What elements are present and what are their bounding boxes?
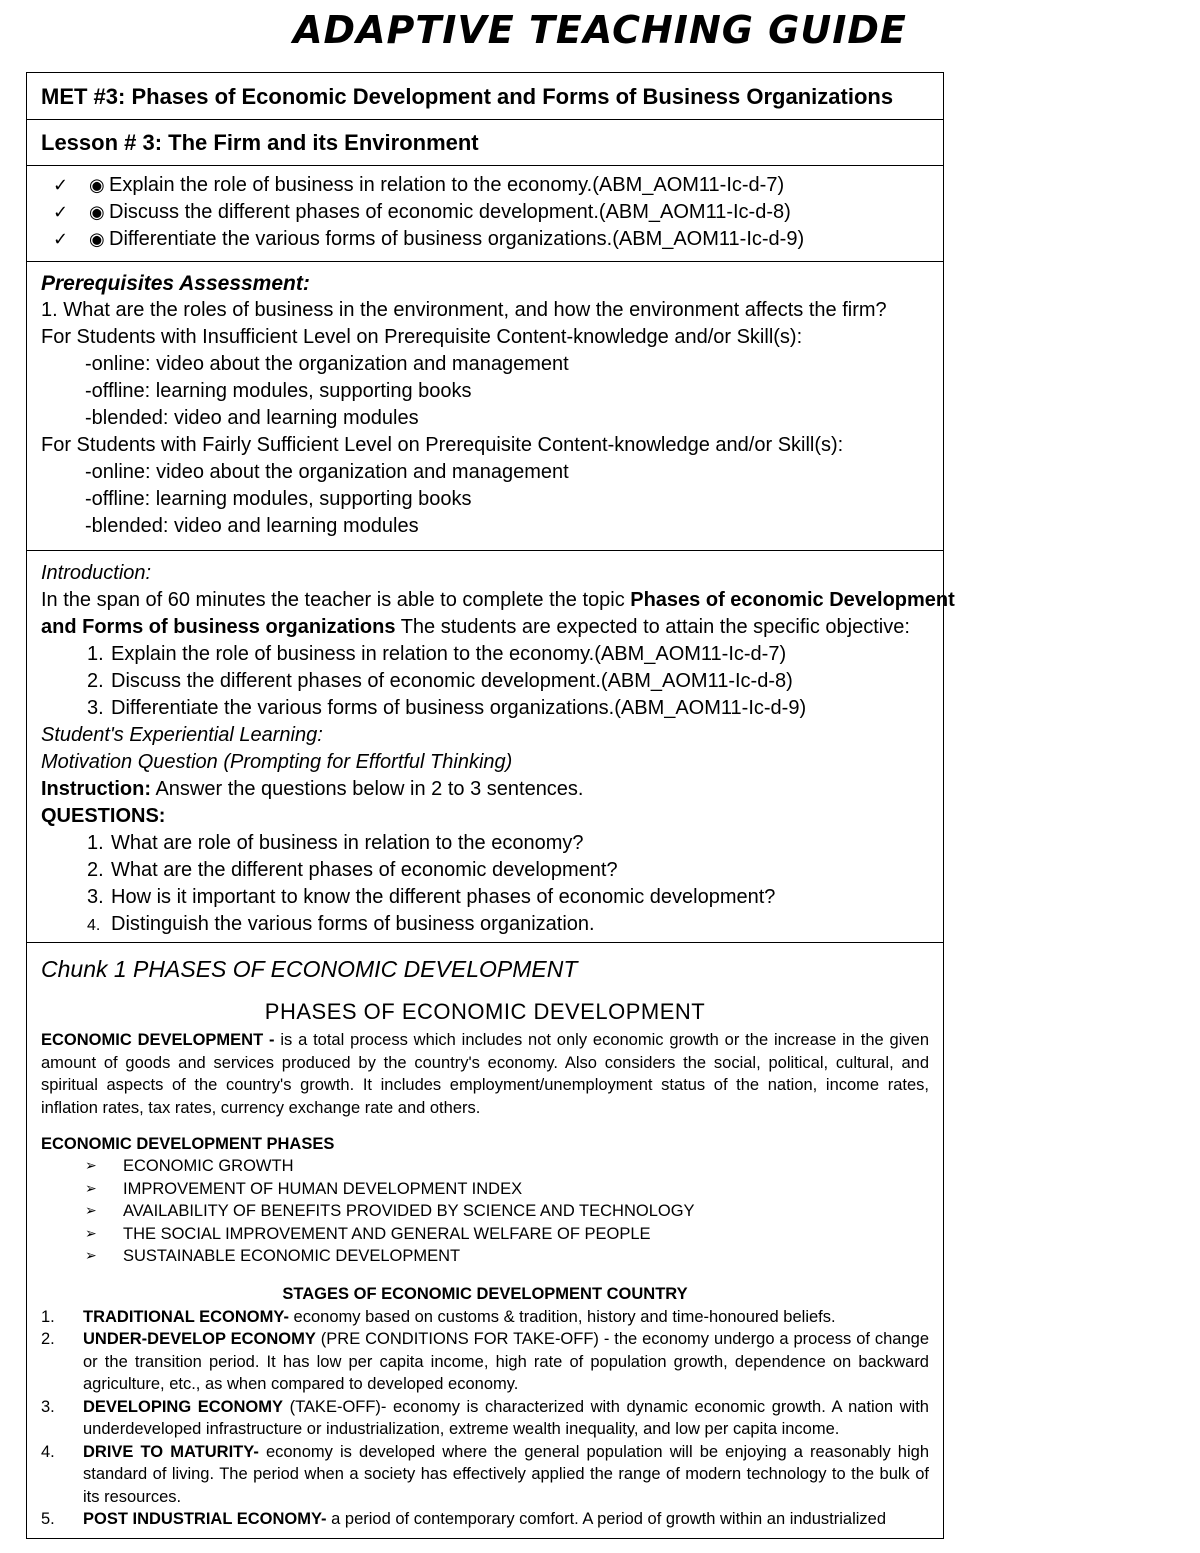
objective-text: Discuss the different phases of economic development.(ABM_AOM11-Ic-d-8) [109, 201, 791, 223]
blended-option: -blended: video and learning modules [85, 515, 419, 537]
motivation-heading: Motivation Question (Prompting for Effortful Thinking) [41, 751, 513, 773]
fairly-sufficient-label: For Students with Fairly Sufficient Level on Prerequisite Content-knowledge and/or Skill(s): [41, 434, 844, 456]
definition-text: is a total process which includes not only economic growth or the increase in the given amount of goods and services produced by the country's economy. Also considers the social, political, cultural, and spiritual aspects of the country's growth. It includes employment/unemployment status of the nation, income rates, inflation rates, tax rates, currency exchange rate and others. [41, 1031, 930, 1117]
phases-heading: PHASES OF ECONOMIC DEVELOPMENT [264, 999, 706, 1024]
instruction-label: Instruction: [41, 778, 151, 800]
lesson-heading: Lesson # 3: The Firm and its Environment [27, 120, 943, 166]
globe-icon: ◉ [89, 202, 105, 223]
stage-item: 1. TRADITIONAL ECONOMY- economy based on customs & tradition, history and time-honoured beliefs. [41, 1307, 836, 1326]
experiential-heading: Student's Experiential Learning: [41, 724, 323, 746]
objective-text: Differentiate the various forms of business organizations.(ABM_AOM11-Ic-d-9) [109, 228, 805, 250]
introduction-paragraph-cont [41, 614, 929, 641]
objective-item [41, 172, 929, 199]
globe-icon: ◉ [89, 175, 105, 196]
phase-item: ➢ AVAILABILITY OF BENEFITS PROVIDED BY SCIENCE AND TECHNOLOGY [41, 1200, 929, 1223]
question-item: 4. Distinguish the various forms of business organization. [87, 913, 595, 935]
blended-option: -blended: video and learning modules [85, 407, 419, 429]
stage-item: 4. DRIVE TO MATURITY- economy is developed where the general population will be enjoying a reasonably high standard of living. The period when a society has effectively applied the range of modern technology to the bulk of its resources. [41, 1442, 929, 1506]
insufficient-level-label: For Students with Insufficient Level on Prerequisite Content-knowledge and/or Skill(s): [41, 326, 803, 348]
phase-item: ➢ THE SOCIAL IMPROVEMENT AND GENERAL WELFARE OF PEOPLE [41, 1223, 929, 1246]
questions-heading: QUESTIONS: [41, 805, 166, 827]
phase-item: ➢ ECONOMIC GROWTH [41, 1155, 929, 1178]
checkmark-icon: ✓ [53, 202, 69, 223]
prerequisites-section [27, 262, 943, 551]
instruction-text: Answer the questions below in 2 to 3 sentences. [151, 778, 584, 800]
intro-topic: Phases of economic Development [630, 589, 955, 611]
offline-option: -offline: learning modules, supporting books [85, 380, 472, 402]
intro-text-cont: The students are expected to attain the specific objective: [395, 616, 910, 638]
phases-list-heading: ECONOMIC DEVELOPMENT PHASES [41, 1135, 335, 1153]
intro-objective: 2. Discuss the different phases of economic development.(ABM_AOM11-Ic-d-8) [87, 670, 793, 692]
stage-item: 3. DEVELOPING ECONOMY (TAKE-OFF)- economy is characterized with dynamic economic growth. A nation with underdeveloped infrastructure or industrialization, extreme wealth inequality, and low per capita income. [41, 1397, 929, 1438]
definition-term: ECONOMIC DEVELOPMENT - [41, 1031, 275, 1049]
intro-topic-cont: and Forms of business organizations [41, 616, 396, 638]
instruction-line [41, 776, 929, 803]
prerequisites-heading: Prerequisites Assessment: [41, 272, 310, 295]
question-item: 1. What are role of business in relation to the economy? [87, 832, 584, 854]
intro-objective: 3. Differentiate the various forms of business organizations.(ABM_AOM11-Ic-d-9) [87, 697, 807, 719]
phase-item: ➢ SUSTAINABLE ECONOMIC DEVELOPMENT [41, 1245, 929, 1268]
objective-item [41, 199, 929, 226]
phase-item: ➢ IMPROVEMENT OF HUMAN DEVELOPMENT INDEX [41, 1178, 929, 1201]
definition-paragraph [41, 1029, 929, 1119]
question-item: 2. What are the different phases of economic development? [87, 859, 618, 881]
introduction-heading: Introduction: [41, 562, 152, 584]
objective-text: Explain the role of business in relation to the economy.(ABM_AOM11-Ic-d-7) [109, 174, 785, 196]
objective-item [41, 226, 929, 253]
checkmark-icon: ✓ [53, 175, 69, 196]
met-heading: MET #3: Phases of Economic Development and Forms of Business Organizations [27, 73, 943, 120]
objectives-list [27, 166, 943, 262]
online-option: -online: video about the organization and management [85, 353, 569, 375]
intro-text: In the span of 60 minutes the teacher is able to complete the topic [41, 589, 631, 611]
chunk-section [27, 943, 943, 1538]
question-item: 3. How is it important to know the different phases of economic development? [87, 886, 776, 908]
teaching-guide-table [26, 72, 955, 1539]
chunk-title: Chunk 1 PHASES OF ECONOMIC DEVELOPMENT [41, 956, 578, 982]
arrow-bullet-icon: ➢ [85, 1158, 97, 1174]
introduction-paragraph [41, 587, 955, 614]
checkmark-icon: ✓ [53, 229, 69, 250]
globe-icon: ◉ [89, 229, 105, 250]
arrow-bullet-icon: ➢ [85, 1203, 97, 1219]
arrow-bullet-icon: ➢ [85, 1248, 97, 1264]
document-title: ADAPTIVE TEACHING GUIDE [293, 8, 907, 52]
stage-item: 5. POST INDUSTRIAL ECONOMY- a period of contemporary comfort. A period of growth within an industrialized [41, 1510, 887, 1528]
stages-heading: STAGES OF ECONOMIC DEVELOPMENT COUNTRY [282, 1284, 688, 1303]
online-option: -online: video about the organization and management [85, 461, 569, 483]
arrow-bullet-icon: ➢ [85, 1225, 97, 1242]
intro-objective: 1. Explain the role of business in relation to the economy.(ABM_AOM11-Ic-d-7) [87, 643, 787, 665]
stage-item: 2. UNDER-DEVELOP ECONOMY (PRE CONDITIONS FOR TAKE-OFF) - the economy undergo a process of change or the transition period. It has low per capita income, high rate of population growth, dependence on backward agriculture, etc., as when compared to developed economy. [41, 1330, 929, 1393]
arrow-bullet-icon: ➢ [85, 1180, 97, 1197]
prerequisite-question: 1. What are the roles of business in the environment, and how the environment affects the firm? [41, 299, 887, 321]
introduction-section [27, 551, 955, 943]
offline-option: -offline: learning modules, supporting books [85, 488, 472, 510]
